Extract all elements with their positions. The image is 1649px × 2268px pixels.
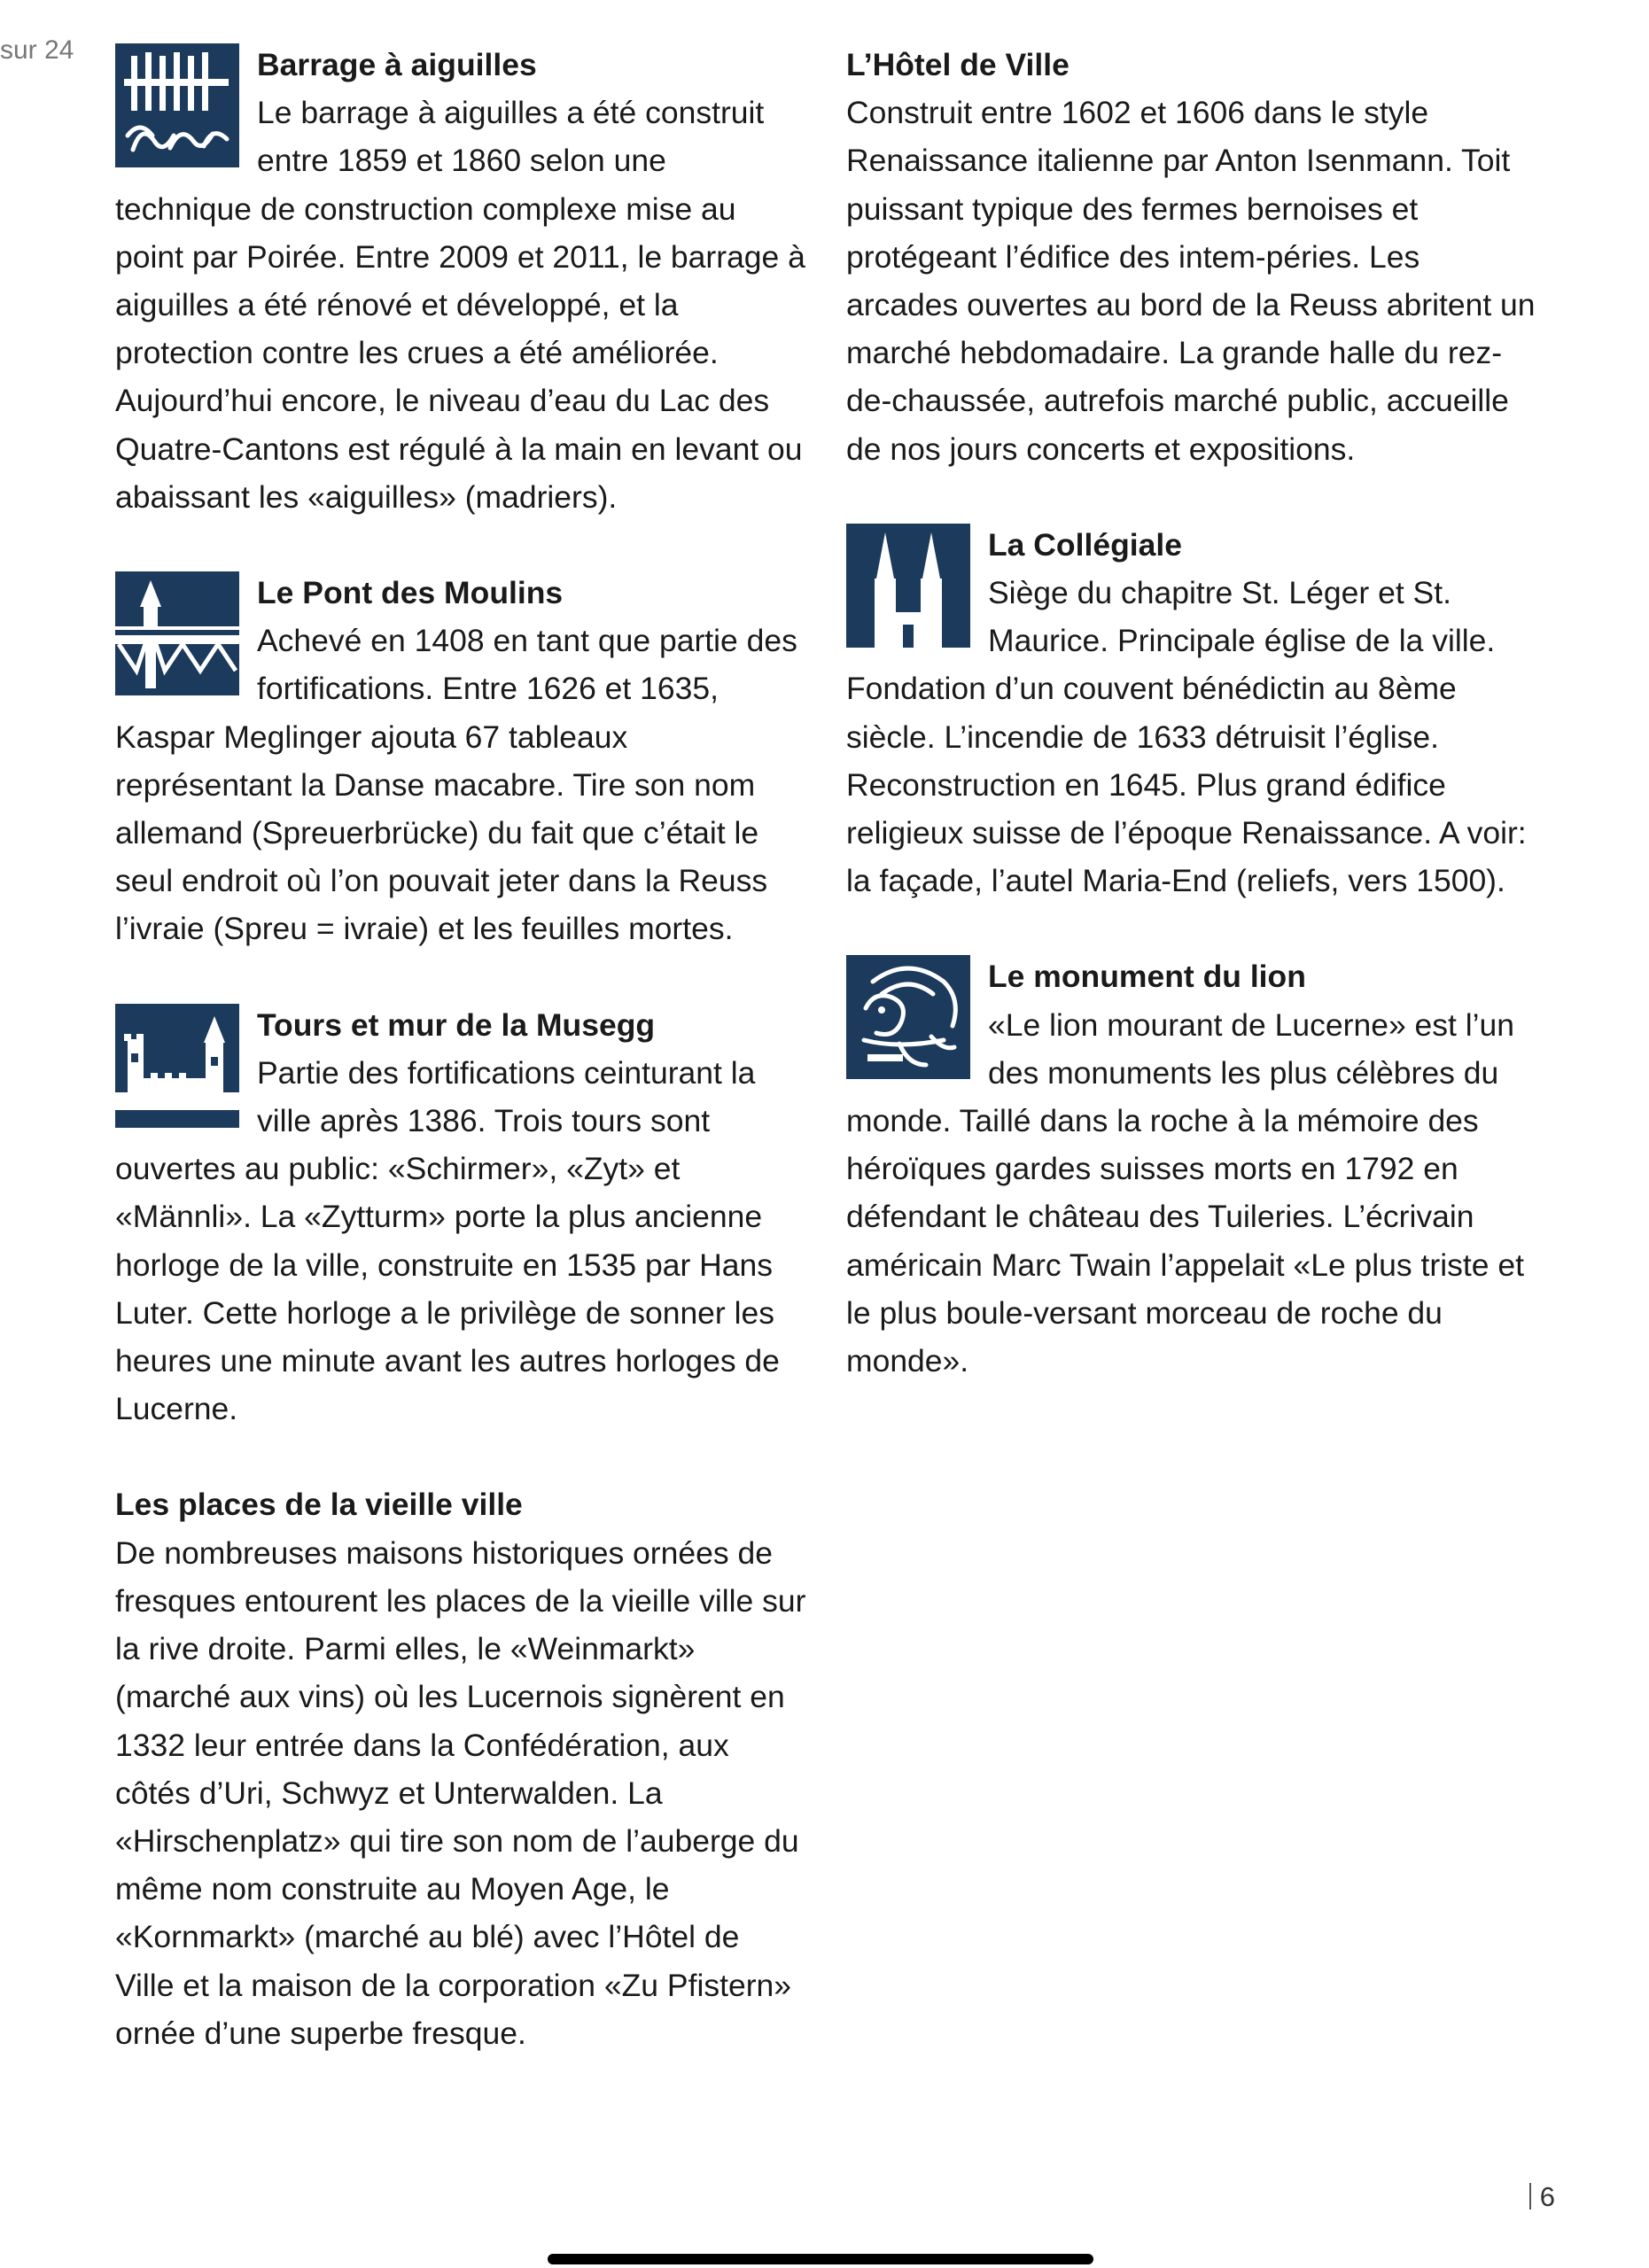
section-body: Le barrage à aiguilles a été construit entre 1859 et 1860 selon une technique de construction complexe mise au point par Poirée. Entre 2009 et 2011, le barrage à aiguilles a été rénové et développé, et la protection contre les crues a été améliorée. Aujourd’hui encore, le niveau d’eau du Lac des Quatre-Cantons est régulé à la main en levant ou abaissant les «aiguilles» (madriers). xyxy=(115,95,805,515)
page-number: 6 xyxy=(1529,2181,1555,2213)
section-barrage xyxy=(115,41,806,521)
section-body: «Le lion mourant de Lucerne» est l’un des monuments les plus célèbres du monde. Taillé dans la roche à la mémoire des héroïques gardes suisses morts en 1792 en défendant le château des Tuileries. L’écrivain américain Marc Twain l’appelait «Le plus triste et le plus boule-versant morceau de roche du monde». xyxy=(846,1006,1524,1379)
lion-icon xyxy=(846,955,970,1079)
page-tag: sur 24 xyxy=(0,35,74,65)
section-title: Les places de la vieille ville xyxy=(115,1487,523,1523)
needle-dam-icon xyxy=(115,43,239,167)
section-pont xyxy=(115,569,806,953)
section-musegg xyxy=(115,1001,806,1433)
section-body: Partie des fortifications ceinturant la ville après 1386. Trois tours sont ouvertes au public: «Schirmer», «Zyt» et «Männli». La «Zytturm» porte la plus ancienne horloge de la ville, construite en 1535 par Hans Luter. Cette horloge a le privilège de sonner les heures une minute avant les autres horloges de Lucerne. xyxy=(115,1054,780,1427)
section-title: Le Pont des Moulins xyxy=(257,575,564,611)
section-title: Barrage à aiguilles xyxy=(257,47,537,82)
section-hotel xyxy=(846,41,1537,473)
section-body: De nombreuses maisons historiques ornées de fresques entourent les places de la vieille ville sur la rive droite. Parmi elles, le «Weinmarkt» (marché aux vins) où les Lucernois signèrent en 1332 leur entrée dans la Confédération, aux côtés d’Uri, Schwyz et Unterwalden. La «Hirschenplatz» qui tire son nom de l’auberge du même nom construite au Moyen Age, le «Kornmarkt» (marché au blé) avec l’Hôtel de Ville et la maison de la corporation «Zu Pfistern» ornée d’une superbe fresque. xyxy=(115,1534,806,2051)
section-title: La Collégiale xyxy=(988,526,1182,563)
section-collegiale xyxy=(846,521,1537,905)
left-column xyxy=(115,41,806,2105)
section-body: Construit entre 1602 et 1606 dans le style Renaissance italienne par Anton Isenmann. Toit puissant typique des fermes bernoises et protégeant l’édifice des intem-péries. Les arcades ouvertes au bord de la Reuss abritent un marché hebdomadaire. La grande halle du rez-de-chaussée, autrefois marché public, accueille de nos jours concerts et expositions. xyxy=(846,95,1536,467)
section-title: Tours et mur de la Musegg xyxy=(257,1006,656,1043)
section-body: Siège du chapitre St. Léger et St. Maurice. Principale église de la ville. Fondation d’un couvent bénédictin au 8ème siècle. L’incendie de 1633 détruisit l’église. Reconstruction en 1645. Plus grand édifice religieux suisse de l’époque Renaissance. A voir: la façade, l’autel Maria-End (reliefs, vers 1500). xyxy=(846,575,1527,899)
section-title: Le monument du lion xyxy=(988,959,1306,995)
section-lion xyxy=(846,952,1537,1385)
section-places xyxy=(115,1480,806,2056)
city-wall-icon xyxy=(115,1004,239,1128)
section-title: L’Hôtel de Ville xyxy=(846,47,1070,82)
home-indicator[interactable] xyxy=(548,2254,1093,2264)
church-towers-icon xyxy=(846,524,970,648)
section-body: Achevé en 1408 en tant que partie des fortifications. Entre 1626 et 1635, Kaspar Meglinger ajouta 67 tableaux représentant la Danse macabre. Tire son nom allemand (Spreuerbrücke) du fait que c’était le seul endroit où l’on pouvait jeter dans la Reuss l’ivraie (Spreu = ivraie) et les feuilles mortes. xyxy=(115,623,797,947)
right-column xyxy=(846,41,1537,1433)
bridge-icon xyxy=(115,571,239,695)
